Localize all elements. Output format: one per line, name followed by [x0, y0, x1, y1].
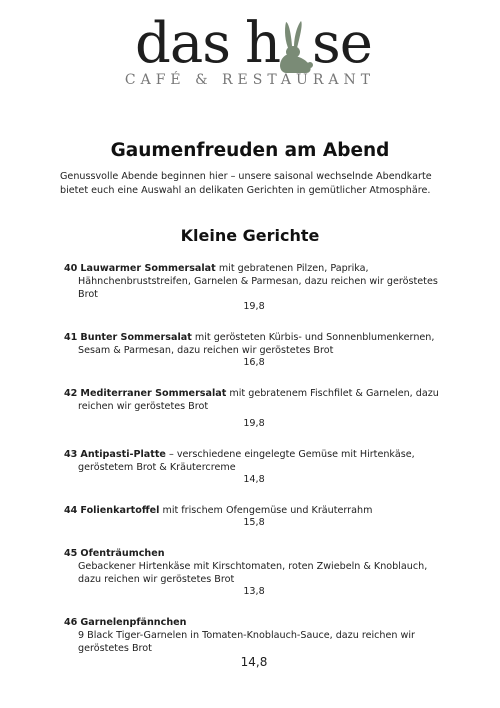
menu-item-number: 46	[64, 617, 78, 628]
restaurant-logo	[0, 11, 500, 90]
menu-item-text	[64, 448, 444, 474]
menu-item	[64, 331, 444, 369]
intro-text: Genussvolle Abende beginnen hier – unsere saisonal wechselnde Abendkarte bietet euch eine Auswahl an delikaten Gerichten in gemütlicher Atmosphäre.	[60, 171, 432, 196]
menu-item	[64, 448, 444, 486]
menu-item	[64, 262, 444, 313]
menu-item-text	[64, 504, 444, 517]
menu-item	[64, 547, 444, 598]
menu-item-name: Mediterraner Sommersalat	[80, 388, 227, 399]
menu-item-name: Garnelenpfännchen	[80, 617, 187, 628]
menu-item-description: mit gebratenen Pilzen, Paprika, Hähnchenbruststreifen, Garnelen & Parmesan, dazu reichen wir geröstetes Brot	[78, 263, 438, 300]
menu-item-number: 44	[64, 505, 78, 516]
menu-item-name: Antipasti-Platte	[80, 449, 166, 460]
menu-item-price: 13,8	[243, 586, 265, 597]
menu-item-description: mit frischem Ofengemüse und Kräuterrahm	[162, 505, 373, 516]
menu-item-price: 14,8	[243, 474, 265, 485]
menu-item	[64, 616, 444, 670]
menu-item-text	[64, 616, 444, 655]
section-title: Kleine Gerichte	[180, 226, 320, 245]
logo-tagline: CAFÉ & RESTAURANT	[124, 72, 376, 88]
menu-item-name: Bunter Sommersalat	[80, 332, 192, 343]
menu-item-name: Ofenträumchen	[80, 548, 165, 559]
menu-item-number: 42	[64, 388, 78, 399]
menu-item-text	[64, 547, 444, 586]
menu-item-name: Folienkartoffel	[80, 505, 160, 516]
menu-item-text	[64, 262, 444, 301]
menu-item	[64, 504, 444, 529]
menu-list	[64, 262, 444, 670]
logo-text-se: se	[312, 11, 372, 76]
menu-item-number: 40	[64, 263, 78, 274]
menu-item-price: 19,8	[243, 418, 265, 429]
menu-item-price: 16,8	[243, 357, 265, 368]
menu-item-description: mit gerösteten Kürbis- und Sonnenblumenkernen, Sesam & Parmesan, dazu reichen wir geröstetes Brot	[78, 332, 435, 356]
menu-item-description: mit gebratenem Fischfilet & Garnelen, dazu reichen wir geröstetes Brot	[78, 388, 439, 412]
menu-item-description: 9 Black Tiger-Garnelen in Tomaten-Knoblauch-Sauce, dazu reichen wir geröstetes Brot	[78, 630, 415, 654]
menu-item-price: 15,8	[243, 517, 265, 528]
menu-item-price: 19,8	[243, 301, 265, 312]
menu-item	[64, 387, 444, 430]
menu-item-number: 45	[64, 548, 78, 559]
menu-item-text	[64, 387, 444, 413]
logo-text-das: das	[135, 11, 230, 76]
logo-text-h: h	[245, 11, 281, 76]
menu-item-description: Gebackener Hirtenkäse mit Kirschtomaten, roten Zwiebeln & Knoblauch, dazu reichen wir geröstetes Brot	[78, 561, 428, 585]
menu-item-text	[64, 331, 444, 357]
menu-item-number: 43	[64, 449, 78, 460]
menu-item-name: Lauwarmer Sommersalat	[80, 263, 216, 274]
menu-item-price: 14,8	[240, 655, 268, 669]
page-title: Gaumenfreuden am Abend	[110, 140, 390, 161]
menu-item-description: – verschiedene eingelegte Gemüse mit Hirtenkäse, geröstetem Brot & Kräutercreme	[78, 449, 415, 473]
menu-item-number: 41	[64, 332, 78, 343]
